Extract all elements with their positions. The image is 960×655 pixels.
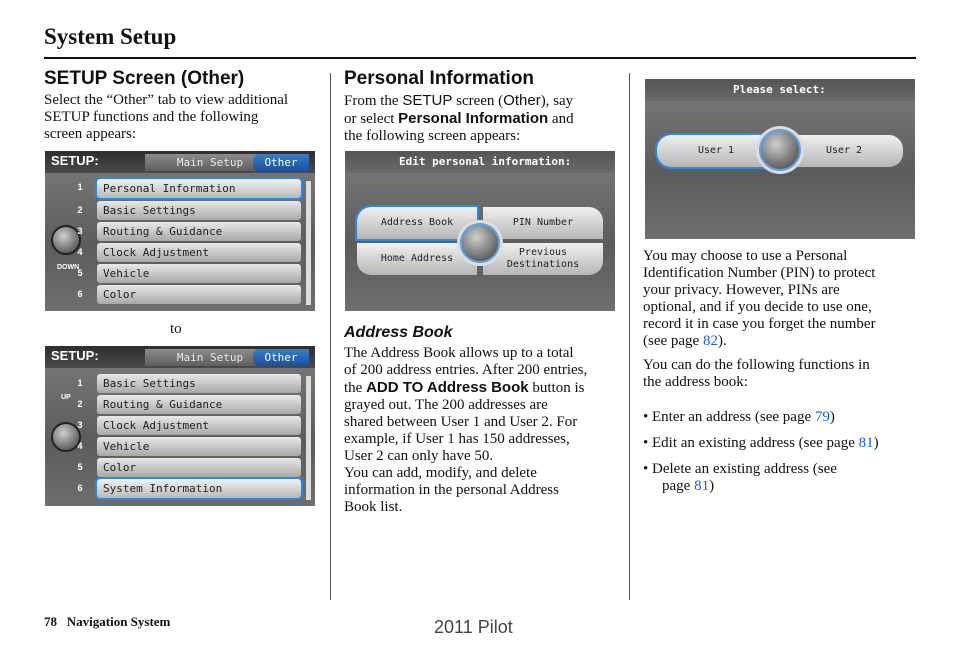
text: button is bbox=[528, 380, 585, 396]
setup-screen-1 bbox=[45, 151, 315, 311]
item-number: 4 bbox=[77, 441, 83, 451]
text: ). bbox=[717, 333, 727, 349]
item-number: 2 bbox=[77, 399, 83, 409]
text: shared between User 1 and User 2. For bbox=[344, 414, 578, 430]
user-1-button[interactable]: User 1 bbox=[657, 135, 775, 167]
bullet-edit-address: • Edit an existing address (see page 81) bbox=[643, 435, 879, 451]
scrollbar[interactable] bbox=[306, 376, 311, 500]
footer-section: Navigation System bbox=[66, 614, 171, 629]
tab-other[interactable]: Other bbox=[253, 154, 309, 171]
user-2-button[interactable]: User 2 bbox=[785, 135, 903, 167]
text: ) bbox=[873, 435, 879, 451]
text: grayed out. The 200 addresses are bbox=[344, 397, 548, 413]
personal-information-term: Personal Information bbox=[398, 110, 549, 127]
item-number: 6 bbox=[77, 483, 83, 493]
text: The Address Book allows up to a total bbox=[344, 345, 574, 361]
address-book-subheading: Address Book bbox=[344, 324, 453, 341]
item-number: 1 bbox=[77, 378, 83, 388]
scrollbar[interactable] bbox=[306, 181, 311, 305]
menu-item-clock-adjustment[interactable]: Clock Adjustment bbox=[97, 243, 301, 262]
selector-knob[interactable] bbox=[460, 223, 500, 263]
address-book-button[interactable]: Address Book bbox=[357, 207, 477, 239]
page-link-81[interactable]: 81 bbox=[858, 435, 874, 451]
address-book-paragraph bbox=[344, 345, 630, 516]
menu-item-color[interactable]: Color bbox=[97, 458, 301, 477]
text: record it in case you forget the number bbox=[643, 316, 876, 332]
menu-item-personal-information[interactable]: Personal Information bbox=[97, 179, 301, 198]
setup-other-intro bbox=[44, 92, 324, 143]
item-number: 4 bbox=[77, 247, 83, 257]
text: the bbox=[344, 380, 367, 396]
setup-term: SETUP bbox=[402, 92, 453, 109]
watermark: 2011 Pilot bbox=[434, 617, 513, 637]
text: page bbox=[662, 478, 695, 494]
intro-line: screen appears: bbox=[44, 126, 137, 142]
address-book-functions-intro bbox=[643, 357, 933, 391]
menu-item-color[interactable]: Color bbox=[97, 285, 301, 304]
column-divider-1 bbox=[330, 73, 331, 600]
edit-personal-info-screen bbox=[345, 151, 615, 311]
button-label: Destinations bbox=[506, 259, 580, 270]
page-link-81[interactable]: 81 bbox=[694, 478, 710, 494]
text: Book list. bbox=[344, 499, 403, 515]
text: You can do the following functions in bbox=[643, 357, 870, 373]
tab-bar bbox=[45, 151, 315, 173]
knob-up-label: UP bbox=[61, 394, 71, 401]
intro-line: SETUP functions and the following bbox=[44, 109, 259, 125]
screen-title: SETUP: bbox=[51, 348, 99, 363]
screen-title: Please select: bbox=[733, 83, 826, 96]
text: Identification Number (PIN) to protect bbox=[643, 265, 876, 281]
screen-title: SETUP: bbox=[51, 153, 99, 168]
menu-item-routing-guidance[interactable]: Routing & Guidance bbox=[97, 395, 301, 414]
tab-main-setup[interactable]: Main Setup bbox=[145, 349, 275, 366]
text: Edit an existing address (see page bbox=[652, 435, 859, 451]
menu-item-basic-settings[interactable]: Basic Settings bbox=[97, 201, 301, 220]
to-label: to bbox=[170, 321, 182, 337]
menu-item-vehicle[interactable]: Vehicle bbox=[97, 264, 301, 283]
text: ), say bbox=[540, 93, 574, 109]
bullet-delete-address: • Delete an existing address (see page 81) bbox=[643, 461, 837, 494]
text: the address book: bbox=[643, 374, 748, 390]
user-select-screen bbox=[645, 79, 915, 239]
selector-knob[interactable] bbox=[759, 129, 801, 171]
knob-down-label: DOWN bbox=[57, 264, 80, 271]
text: optional, and if you decide to use one, bbox=[643, 299, 872, 315]
page-header-title: System Setup bbox=[44, 24, 177, 49]
text: example, if User 1 has 150 addresses, bbox=[344, 431, 570, 447]
pin-paragraph bbox=[630, 248, 930, 350]
intro-line: Select the “Other” tab to view additional bbox=[44, 92, 289, 108]
menu-item-clock-adjustment[interactable]: Clock Adjustment bbox=[97, 416, 301, 435]
menu-item-routing-guidance[interactable]: Routing & Guidance bbox=[97, 222, 301, 241]
add-to-address-book-term: ADD TO Address Book bbox=[366, 379, 529, 396]
tab-main-setup[interactable]: Main Setup bbox=[145, 154, 275, 171]
text: and bbox=[548, 111, 574, 127]
menu-item-vehicle[interactable]: Vehicle bbox=[97, 437, 301, 456]
item-number: 3 bbox=[77, 226, 83, 236]
menu-item-basic-settings[interactable]: Basic Settings bbox=[97, 374, 301, 393]
item-number: 5 bbox=[77, 268, 83, 278]
item-number: 2 bbox=[77, 205, 83, 215]
screen-title: Edit personal information: bbox=[399, 155, 572, 168]
page-link-82[interactable]: 82 bbox=[702, 333, 718, 349]
page-number: 78 bbox=[44, 614, 57, 629]
text: of 200 address entries. After 200 entries, bbox=[344, 362, 588, 378]
personal-information-heading: Personal Information bbox=[344, 68, 535, 89]
other-term: Other bbox=[503, 92, 541, 109]
text: your privacy. However, PINs are bbox=[643, 282, 840, 298]
setup-other-heading: SETUP Screen (Other) bbox=[44, 68, 245, 89]
text: Delete an existing address (see bbox=[652, 461, 837, 477]
footer-label bbox=[44, 614, 170, 630]
item-number: 6 bbox=[77, 289, 83, 299]
item-number: 5 bbox=[77, 462, 83, 472]
text: You may choose to use a Personal bbox=[643, 248, 848, 264]
tab-bar bbox=[45, 346, 315, 368]
text: ) bbox=[709, 478, 715, 494]
text: or select bbox=[344, 111, 399, 127]
setup-screen-2 bbox=[45, 346, 315, 506]
text: (see page bbox=[643, 333, 703, 349]
previous-destinations-button[interactable] bbox=[483, 243, 603, 275]
text: You can add, modify, and delete bbox=[344, 465, 537, 481]
text: information in the personal Address bbox=[344, 482, 559, 498]
text: screen ( bbox=[452, 93, 504, 109]
item-number: 1 bbox=[77, 182, 83, 192]
menu-item-system-information[interactable]: System Information bbox=[97, 479, 301, 498]
home-address-button[interactable]: Home Address bbox=[357, 243, 477, 275]
page-link-79[interactable]: 79 bbox=[814, 409, 830, 425]
header-rule bbox=[44, 57, 916, 59]
pin-number-button[interactable]: PIN Number bbox=[483, 207, 603, 239]
text: Enter an address (see page bbox=[652, 409, 815, 425]
item-number: 3 bbox=[77, 420, 83, 430]
button-label: Previous bbox=[518, 247, 568, 258]
text: the following screen appears: bbox=[344, 128, 521, 144]
text: From the bbox=[344, 93, 403, 109]
text: ) bbox=[829, 409, 835, 425]
personal-info-intro bbox=[344, 92, 628, 145]
tab-other[interactable]: Other bbox=[253, 349, 309, 366]
bullet-enter-address: • Enter an address (see page 79) bbox=[643, 409, 835, 425]
text: User 2 can only have 50. bbox=[344, 448, 494, 464]
